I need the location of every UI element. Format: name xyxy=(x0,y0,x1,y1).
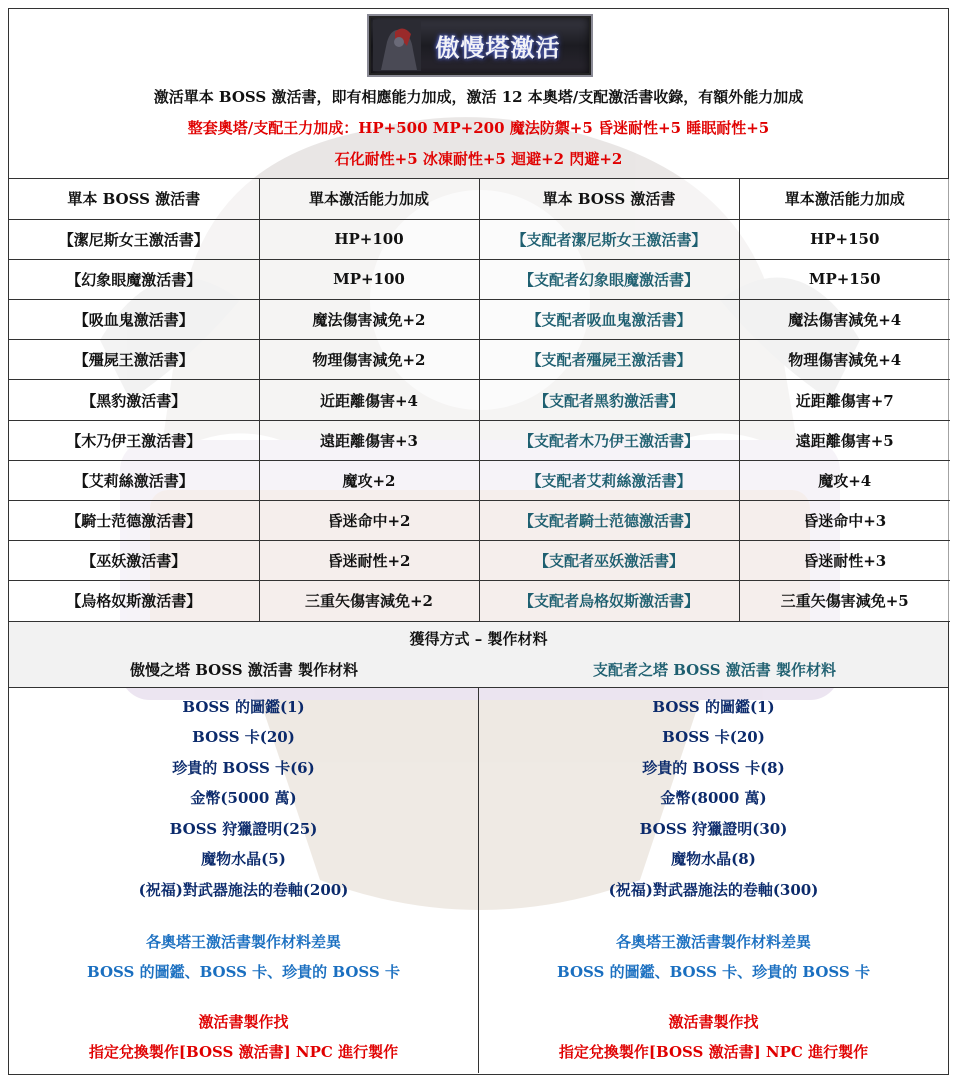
crafting-npc-title: 激活書製作找 xyxy=(198,1013,289,1032)
table-row xyxy=(9,259,950,299)
dominator-book-bonus: 遠距離傷害+5 xyxy=(739,420,950,460)
set-bonus-line-2: 石化耐性+5 冰凍耐性+5 迴避+2 閃避+2 xyxy=(334,150,623,168)
list-item: (祝福)對武器施法的卷軸(300) xyxy=(608,880,819,899)
header-dominator-book: 單本 BOSS 激活書 xyxy=(479,179,739,219)
table-row xyxy=(9,420,950,460)
set-bonus-line-1: 整套奧塔/支配王力加成：HP+500 MP+200 魔法防禦+5 昏迷耐性+5 睡眠耐性+5 xyxy=(187,119,770,137)
intro-text: 激活單本 BOSS 激活書，即有相應能力加成，激活 12 本奧塔/支配激活書收錄，有額外能力加成 xyxy=(153,88,804,106)
book-bonus: 魔攻+2 xyxy=(259,460,479,500)
dominator-book-name: 【支配者殭屍王激活書】 xyxy=(479,340,739,380)
acquire-title: 獲得方式 – 製作材料 xyxy=(409,629,548,648)
material-difference-text: BOSS 的圖鑑、BOSS 卡、珍貴的 BOSS 卡 xyxy=(557,963,870,982)
book-name: 【殭屍王激活書】 xyxy=(9,340,259,380)
materials-section xyxy=(9,688,948,1073)
table-row xyxy=(9,541,950,581)
book-bonus: 近距離傷害+4 xyxy=(259,380,479,420)
activation-book-table xyxy=(9,179,950,622)
table-header-row xyxy=(9,179,950,219)
header-book: 單本 BOSS 激活書 xyxy=(9,179,259,219)
dominator-book-bonus: 物理傷害減免+4 xyxy=(739,340,950,380)
list-item: 魔物水晶(8) xyxy=(671,850,756,869)
table-row xyxy=(9,219,950,259)
dominator-book-name: 【支配者潔尼斯女王激活書】 xyxy=(479,219,739,259)
arrogance-materials-title: 傲慢之塔 BOSS 激活書 製作材料 xyxy=(129,660,359,679)
dominator-book-name: 【支配者黑豹激活書】 xyxy=(479,380,739,420)
book-name: 【艾莉絲激活書】 xyxy=(9,460,259,500)
dominator-book-bonus: HP+150 xyxy=(739,219,950,259)
book-name: 【幻象眼魔激活書】 xyxy=(9,259,259,299)
dominator-book-name: 【支配者烏格奴斯激活書】 xyxy=(479,581,739,621)
book-name: 【騎士范德激活書】 xyxy=(9,501,259,541)
crafting-npc-title: 激活書製作找 xyxy=(668,1013,759,1032)
list-item: (祝福)對武器施法的卷軸(200) xyxy=(138,880,349,899)
list-item: BOSS 的圖鑑(1) xyxy=(182,697,305,716)
dominator-book-bonus: 昏迷耐性+3 xyxy=(739,541,950,581)
list-item: 珍貴的 BOSS 卡(6) xyxy=(172,758,315,777)
dominator-book-bonus: 魔攻+4 xyxy=(739,460,950,500)
dominator-book-name: 【支配者巫妖激活書】 xyxy=(479,541,739,581)
table-row xyxy=(9,460,950,500)
crafting-npc-text: 指定兌換製作[BOSS 激活書] NPC 進行製作 xyxy=(558,1043,869,1062)
dominator-book-name: 【支配者艾莉絲激活書】 xyxy=(479,460,739,500)
book-name: 【黑豹激活書】 xyxy=(9,380,259,420)
dominator-book-bonus: 昏迷命中+3 xyxy=(739,501,950,541)
book-bonus: MP+100 xyxy=(259,259,479,299)
book-bonus: HP+100 xyxy=(259,219,479,259)
book-bonus: 遠距離傷害+3 xyxy=(259,420,479,460)
dominator-book-bonus: 魔法傷害減免+4 xyxy=(739,300,950,340)
acquire-section-header xyxy=(9,622,948,688)
dominator-book-name: 【支配者騎士范德激活書】 xyxy=(479,501,739,541)
activation-book-sheet xyxy=(8,8,949,1075)
table-row xyxy=(9,340,950,380)
table-row xyxy=(9,581,950,621)
dominator-materials-column xyxy=(478,688,948,1073)
list-item: BOSS 卡(20) xyxy=(192,728,295,747)
book-bonus: 魔法傷害減免+2 xyxy=(259,300,479,340)
material-list xyxy=(9,688,478,906)
material-difference-title: 各奧塔王激活書製作材料差異 xyxy=(145,933,341,952)
book-bonus: 昏迷耐性+2 xyxy=(259,541,479,581)
dominator-book-bonus: 近距離傷害+7 xyxy=(739,380,950,420)
table-row xyxy=(9,380,950,420)
book-bonus: 三重矢傷害減免+2 xyxy=(259,581,479,621)
banner-title: 傲慢塔激活 xyxy=(435,34,561,62)
list-item: 金幣(5000 萬) xyxy=(190,789,297,808)
header-bonus: 單本激活能力加成 xyxy=(259,179,479,219)
book-bonus: 物理傷害減免+2 xyxy=(259,340,479,380)
header-dominator-bonus: 單本激活能力加成 xyxy=(739,179,950,219)
list-item: BOSS 狩獵證明(25) xyxy=(169,819,318,838)
book-name: 【吸血鬼激活書】 xyxy=(9,300,259,340)
table-row xyxy=(9,501,950,541)
list-item: BOSS 卡(20) xyxy=(662,728,765,747)
book-bonus: 昏迷命中+2 xyxy=(259,501,479,541)
book-name: 【烏格奴斯激活書】 xyxy=(9,581,259,621)
dominator-materials-title: 支配者之塔 BOSS 激活書 製作材料 xyxy=(592,660,837,679)
dominator-book-bonus: 三重矢傷害減免+5 xyxy=(739,581,950,621)
arrogance-materials-column xyxy=(9,688,478,1073)
book-name: 【巫妖激活書】 xyxy=(9,541,259,581)
material-list xyxy=(479,688,948,906)
dominator-book-name: 【支配者吸血鬼激活書】 xyxy=(479,300,739,340)
dominator-book-bonus: MP+150 xyxy=(739,259,950,299)
list-item: 珍貴的 BOSS 卡(8) xyxy=(642,758,785,777)
sheet-header xyxy=(9,9,948,179)
crafting-npc-text: 指定兌換製作[BOSS 激活書] NPC 進行製作 xyxy=(88,1043,399,1062)
list-item: 金幣(8000 萬) xyxy=(660,789,767,808)
dominator-book-name: 【支配者木乃伊王激活書】 xyxy=(479,420,739,460)
list-item: 魔物水晶(5) xyxy=(201,850,286,869)
list-item: BOSS 狩獵證明(30) xyxy=(639,819,788,838)
book-name: 【潔尼斯女王激活書】 xyxy=(9,219,259,259)
list-item: BOSS 的圖鑑(1) xyxy=(652,697,775,716)
table-row xyxy=(9,300,950,340)
boss-portrait-icon xyxy=(373,20,421,71)
material-difference-text: BOSS 的圖鑑、BOSS 卡、珍貴的 BOSS 卡 xyxy=(87,963,400,982)
book-name: 【木乃伊王激活書】 xyxy=(9,420,259,460)
title-banner xyxy=(367,14,593,77)
material-difference-title: 各奧塔王激活書製作材料差異 xyxy=(615,933,811,952)
dominator-book-name: 【支配者幻象眼魔激活書】 xyxy=(479,259,739,299)
